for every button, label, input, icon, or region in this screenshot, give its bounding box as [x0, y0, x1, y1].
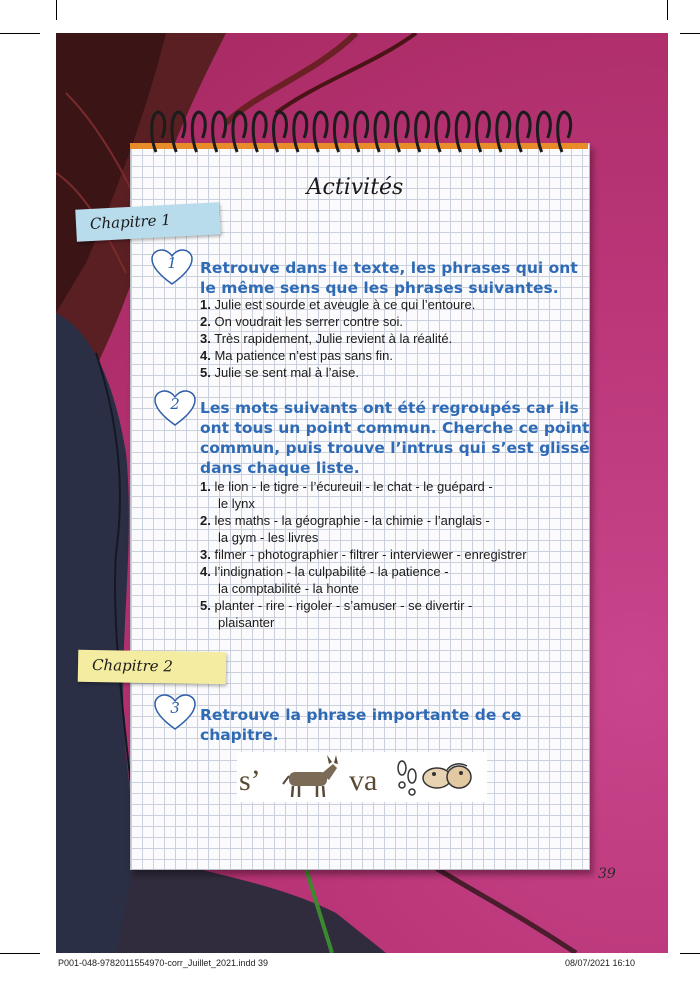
question-2-prompt	[200, 398, 590, 478]
spiral-ring	[314, 112, 327, 152]
prompt-line: Retrouve la phrase importante de ce	[200, 706, 522, 724]
spiral-ring	[436, 112, 449, 152]
question-2-heart	[153, 389, 197, 427]
spiral-ring	[334, 112, 347, 152]
activity-title: Activités	[306, 175, 404, 200]
list-item-continuation: le lynx	[218, 496, 255, 511]
question-1-number: 1	[167, 254, 177, 272]
spiral-ring	[558, 112, 571, 152]
rebus-text-1: s’	[239, 764, 261, 797]
question-2-list	[200, 478, 527, 631]
list-item: 3. filmer - photographier - filtrer - interviewer - enregistrer	[200, 547, 527, 562]
spiral-ring	[456, 112, 469, 152]
spiral-ring	[477, 112, 490, 152]
list-item: 1. le lion - le tigre - l’écureuil - le chat - le guépard -	[200, 479, 493, 494]
spiral-ring	[172, 112, 185, 152]
chapter-1-tag: Chapitre 1	[75, 202, 220, 241]
crop-mark	[56, 0, 57, 20]
spiral-ring	[274, 112, 287, 152]
prompt-line: le même sens que les phrases suivantes.	[200, 279, 559, 297]
spiral-ring	[253, 112, 266, 152]
spiral-ring	[192, 112, 205, 152]
crop-mark	[667, 0, 668, 20]
list-item: 4. Ma patience n’est pas sans fin.	[200, 348, 393, 363]
slug-date: 08/07/2021 16:10	[565, 958, 636, 968]
crop-mark	[680, 33, 700, 34]
prompt-line: chapitre.	[200, 726, 279, 744]
prompt-line: Les mots suivants ont été regroupés car ils	[200, 399, 579, 417]
spiral-ring	[497, 112, 510, 152]
question-1-prompt	[200, 258, 578, 298]
question-1-heart	[150, 248, 194, 286]
list-item-continuation: la comptabilité - la honte	[218, 581, 359, 596]
spiral-ring	[355, 112, 368, 152]
question-3-number: 3	[170, 699, 180, 717]
list-item: 5. Julie se sent mal à l’aise.	[200, 365, 359, 380]
list-item: 4. l’indignation - la culpabilité - la patience -	[200, 564, 449, 579]
question-1-list	[200, 296, 475, 381]
list-item-continuation: plaisanter	[218, 615, 275, 630]
slug-file-info: P001-048-9782011554970-corr_Juillet_2021.indd 39	[58, 958, 268, 968]
spiral-binding	[150, 108, 580, 158]
list-item: 2. On voudrait les serrer contre soi.	[200, 314, 404, 329]
crop-mark	[680, 953, 700, 954]
spiral-ring	[213, 112, 226, 152]
list-item-continuation: la gym - les livres	[218, 530, 319, 545]
prompt-line: dans chaque liste.	[200, 459, 360, 477]
spiral-ring	[152, 112, 165, 152]
spiral-ring	[517, 112, 530, 152]
page-number: 39	[598, 866, 616, 882]
prompt-line: commun, puis trouve l’intrus qui s’est glissé	[200, 439, 590, 457]
spiral-ring	[395, 112, 408, 152]
crop-mark	[0, 953, 40, 954]
crop-mark	[0, 33, 40, 34]
rebus-puzzle	[237, 752, 487, 802]
prompt-line: ont tous un point commun. Cherche ce point	[200, 419, 590, 437]
spiral-ring	[537, 112, 550, 152]
question-3-heart	[153, 693, 197, 731]
spiral-ring	[375, 112, 388, 152]
question-3-prompt	[200, 705, 522, 745]
list-item: 5. planter - rire - rigoler - s’amuser - se divertir -	[200, 598, 473, 613]
spiral-ring	[416, 112, 429, 152]
rebus-text-2: va	[349, 764, 378, 797]
rebus-image	[237, 752, 487, 802]
question-2-number: 2	[170, 395, 180, 413]
list-item: 1. Julie est sourde et aveugle à ce qui l’entoure.	[200, 297, 476, 312]
spiral-ring	[294, 112, 307, 152]
spiral-ring	[233, 112, 246, 152]
list-item: 2. les maths - la géographie - la chimie - l’anglais -	[200, 513, 490, 528]
chapter-2-tag: Chapitre 2	[78, 650, 227, 685]
list-item: 3. Très rapidement, Julie revient à la réalité.	[200, 331, 453, 346]
prompt-line: Retrouve dans le texte, les phrases qui ont	[200, 259, 578, 277]
